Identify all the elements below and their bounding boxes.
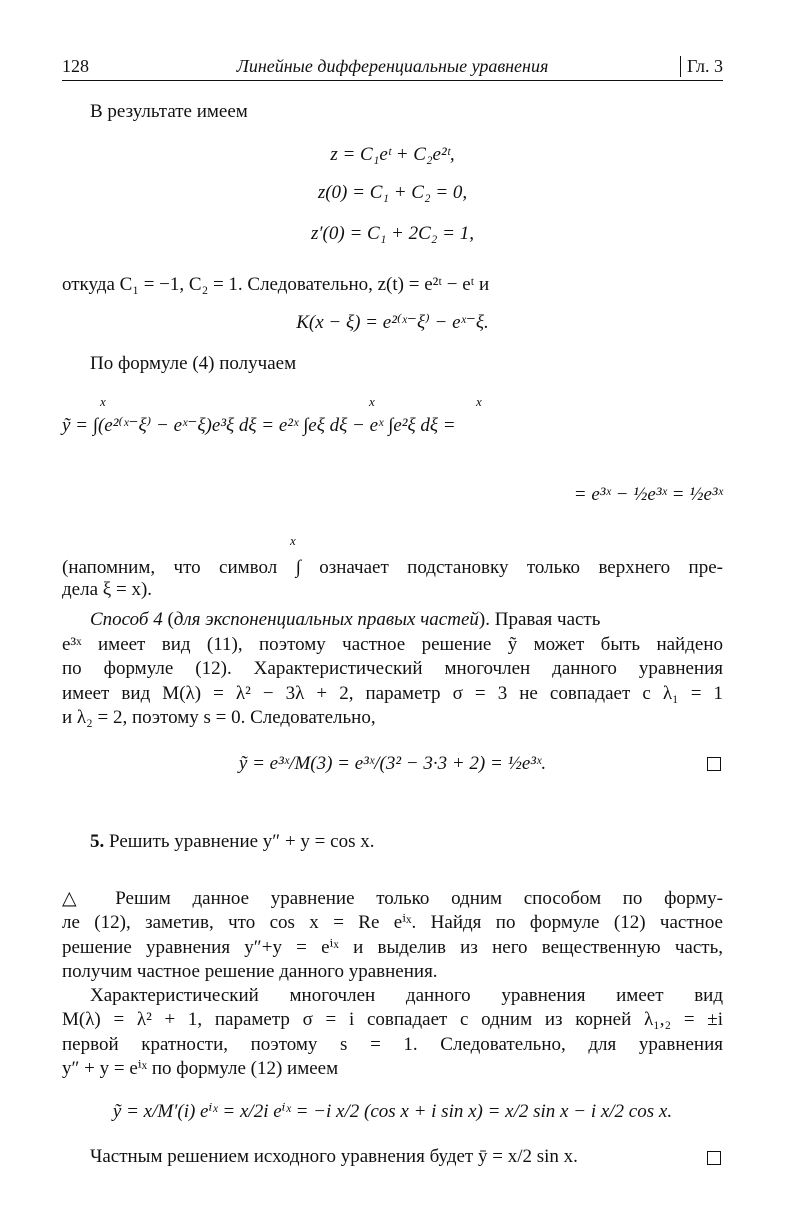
method-heading: Способ 4 (для экспоненциальных правых частей). Правая часть — [90, 609, 601, 630]
paragraph-line: дела ξ = x). — [62, 579, 153, 600]
method-heading-rest: ). Правая часть — [478, 609, 601, 630]
equation: ỹ = x/M′(i) eⁱˣ = x/2i eⁱˣ = −i x/2 (cos x + i sin x) = x/2 sin x − i x/2 cos x. — [112, 1101, 673, 1122]
integral-upper-limit: x — [369, 394, 375, 409]
problem-statement — [90, 830, 374, 854]
equation: z(0) = C₁ + C₂ = 0, — [317, 182, 468, 203]
paragraph-line: первой кратности, поэтому s = 1. Следовательно, для уравнения — [62, 1034, 723, 1055]
paragraph-line: По формуле (4) получаем — [90, 353, 297, 374]
running-header — [62, 56, 723, 81]
paragraph-line: Характеристический многочлен данного уравнения имеет вид — [90, 985, 723, 1006]
running-title: Линейные дифференциальные уравнения — [236, 56, 549, 76]
integral-upper-limit: x — [290, 533, 296, 548]
paragraph-line: и λ₂ = 2, поэтому s = 0. Следовательно, — [62, 707, 376, 728]
paragraph-line: В результате имеем — [90, 101, 248, 122]
paragraph-line: △ Решим данное уравнение только одним способом по форму- — [62, 888, 723, 909]
problem-text: Решить уравнение y″ + y = cos x. — [109, 831, 375, 852]
method-name: Способ 4 — [90, 609, 163, 630]
page-number: 128 — [62, 56, 89, 76]
integral-upper-limit: x — [100, 394, 106, 409]
equation: z′(0) = C₁ + 2C₂ = 1, — [311, 223, 474, 244]
paragraph-line: Частным решением исходного уравнения будет ȳ = x/2 sin x. — [90, 1146, 578, 1167]
problem-number: 5. — [90, 831, 105, 852]
paragraph-line: откуда C₁ = −1, C₂ = 1. Следовательно, z(t) = e²ᵗ − eᵗ и — [62, 274, 490, 295]
paragraph-line: M(λ) = λ² + 1, параметр σ = i совпадает с одним из корней λ₁,₂ = ±i — [62, 1009, 723, 1030]
equation: ỹ = e³ˣ/M(3) = e³ˣ/(3² − 3·3 + 2) = ½e³ˣ. — [238, 753, 547, 774]
paragraph-line: по формуле (12). Характеристический многочлен данного уравнения — [62, 658, 723, 679]
qed-square-icon — [707, 757, 721, 771]
paragraph-line: решение уравнения y″+y = eⁱˣ и выделив из него вещественную часть, — [62, 937, 723, 958]
paragraph-line: имеет вид M(λ) = λ² − 3λ + 2, параметр σ = 3 не совпадает с λ₁ = 1 — [62, 683, 723, 704]
method-subtitle: для экспоненциальных правых частей — [173, 609, 479, 630]
integral-equation-continued: = e³ˣ − ½e³ˣ = ½e³ˣ — [573, 484, 723, 505]
paragraph-line: y″ + y = eⁱˣ по формуле (12) имеем — [62, 1058, 339, 1079]
equation: z = C₁eᵗ + C₂e²ᵗ, — [330, 144, 455, 165]
paragraph-line: (напомним, что символ ∫ означает подстановку только верхнего пре- — [62, 557, 723, 578]
chapter-label: Гл. 3 — [680, 56, 723, 77]
equation: K(x − ξ) = e²⁽ˣ⁻ξ⁾ − eˣ⁻ξ. — [296, 312, 489, 333]
paragraph-line: ле (12), заметив, что cos x = Re eⁱˣ. Найдя по формуле (12) частное — [62, 912, 723, 933]
integral-upper-limit: x — [476, 394, 482, 409]
qed-square-icon — [707, 1151, 721, 1165]
paragraph-line: получим частное решение данного уравнения. — [62, 961, 438, 982]
integral-equation: ỹ = ∫(e²⁽ˣ⁻ξ⁾ − eˣ⁻ξ)e³ξ dξ = e²ˣ ∫eξ dξ − eˣ ∫e²ξ dξ = — [62, 415, 456, 436]
paragraph-line: e³ˣ имеет вид (11), поэтому частное решение ỹ может быть найдено — [62, 634, 723, 655]
